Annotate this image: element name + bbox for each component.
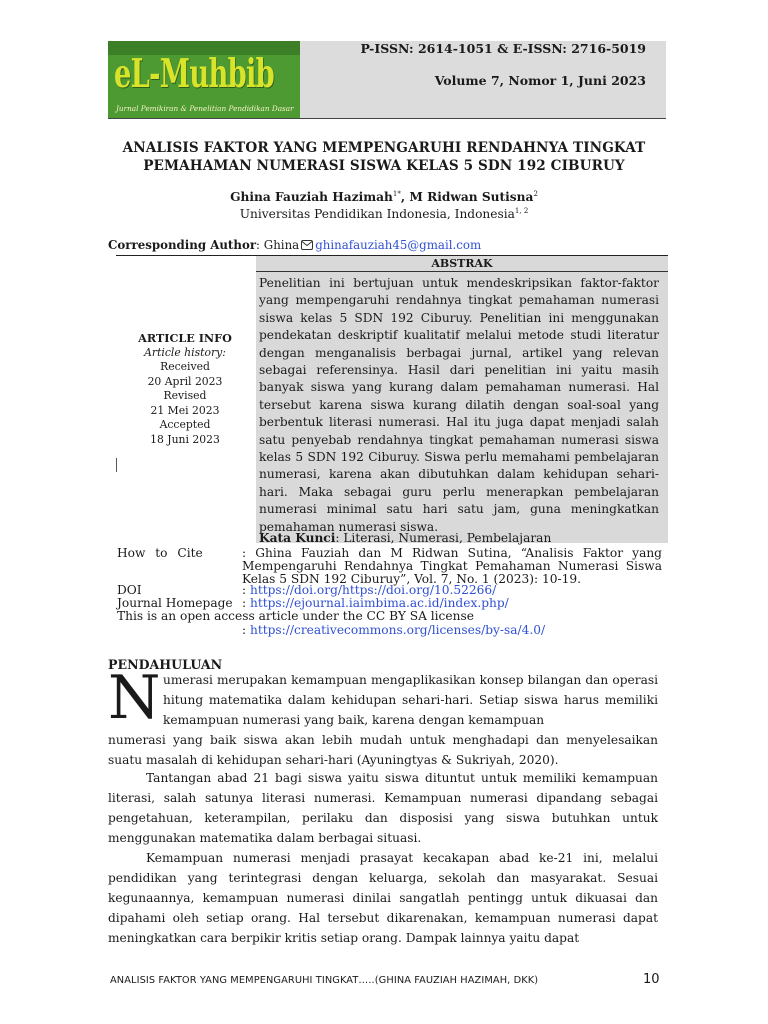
affiliation-name: Universitas Pendidikan Indonesia, Indonesia xyxy=(239,207,515,221)
abstract-heading-rule xyxy=(256,271,668,272)
email-icon xyxy=(301,240,313,250)
license xyxy=(242,624,545,637)
author-line xyxy=(100,190,668,204)
corresponding-author xyxy=(108,238,481,252)
doi-label: DOI xyxy=(117,583,142,597)
header-divider xyxy=(108,118,666,119)
article-history-label: Article history: xyxy=(144,345,226,359)
drop-cap: N xyxy=(108,663,161,733)
paragraph-2: Tantangan abad 21 bagi siswa yaitu siswa dituntut untuk memiliki kemampuan literasi, salah satunya literasi numerasi. Kemampuan numerasi dipandang sebagai pengetahuan, keterampilan, perilaku dan disposisi yang siswa butuhkan untuk menggunakan matematika dalam berbagai situasi. xyxy=(108,771,658,845)
running-footer: ANALISIS FAKTOR YANG MEMPENGARUHI TINGKAT…..(GHINA FAUZIAH HAZIMAH, DKK) xyxy=(110,975,539,986)
revised-label: Revised xyxy=(163,389,207,402)
open-access-statement: This is an open access article under the CC BY SA license xyxy=(117,609,474,623)
received-label: Received xyxy=(160,360,210,373)
author-2-affil: 2 xyxy=(533,190,538,198)
corresponding-name: : Ghina xyxy=(256,238,300,252)
article-title: ANALISIS FAKTOR YANG MEMPENGARUHI RENDAHNYA TINGKAT PEMAHAMAN NUMERASI SISWA KELAS 5 SDN 192 CIBURUY xyxy=(122,140,646,174)
homepage-prefix: : xyxy=(242,596,250,610)
article-info xyxy=(116,331,254,447)
license-link[interactable]: https://creativecommons.org/licenses/by-sa/4.0/ xyxy=(249,623,546,637)
accepted-label: Accepted xyxy=(159,418,211,431)
received-date: 20 April 2023 xyxy=(147,374,223,388)
logo-subtitle: Jurnal Pemikiran & Penelitian Pendidikan Dasar xyxy=(116,104,294,113)
abstract-heading: ABSTRAK xyxy=(431,257,493,270)
keywords-list: : Literasi, Numerasi, Pembelajaran xyxy=(335,531,552,545)
author-2: M Ridwan Sutisna xyxy=(409,190,534,204)
homepage-label: Journal Homepage xyxy=(117,596,233,610)
paragraph-1-lead: umerasi merupakan kemampuan mengaplikasikan konsep bilangan dan operasi hitung matematika dalam kehidupan sehari-hari. Setiap siswa harus memiliki kemampuan numerasi yang baik, karena dengan kemampuan xyxy=(163,673,658,727)
paragraph-3: Kemampuan numerasi menjadi prasayat kecakapan abad ke-21 ini, melalui pendidikan yang terintegrasi dengan keluarga, sekolah dan masyarakat. Sesuai kegunaannya, kemampuan numerasi dinilai sangatlah pentingg untuk dikuasai dan dipahami oleh setiap orang. Hal tersebut dikarenakan, kemampuan numerasi dapat meningkatkan cara berpikir kritis setiap orang. Dampak lainnya yaitu dapat xyxy=(108,851,658,945)
doi-link[interactable]: https://doi.org/https://doi.org/10.52266/ xyxy=(249,583,497,597)
affiliation-marks: 1, 2 xyxy=(514,207,529,215)
doi-prefix: : xyxy=(242,583,250,597)
logo-text: eL-Muhbib xyxy=(114,51,275,97)
keywords-label: Kata Kunci xyxy=(259,531,336,545)
author-1: Ghina Fauziah Hazimah xyxy=(230,190,393,204)
affiliation xyxy=(100,207,668,221)
author-1-affil: 1* xyxy=(392,190,401,198)
how-to-cite-label: How to Cite xyxy=(117,546,203,560)
author-separator: , xyxy=(400,190,410,204)
article-info-heading: ARTICLE INFO xyxy=(138,331,232,345)
page-number: 10 xyxy=(643,972,660,987)
accepted-date: 18 Juni 2023 xyxy=(150,432,220,446)
keywords xyxy=(259,531,659,545)
how-to-cite-text: : Ghina Fauziah dan M Ridwan Sutina, “Analisis Faktor yang Mempengaruhi Rendahnya Tingkat Pemahaman Numerasi Siswa Kelas 5 SDN 192 Ciburuy”, Vol. 7, No. 1 (2023): 10-19. xyxy=(242,546,662,586)
paragraph-1-rest: numerasi yang baik siswa akan lebih mudah untuk menghadapi dan menyelesaikan suatu masalah di kehidupan sehari-hari (Ayuningtyas & Sukriyah, 2020). xyxy=(108,733,658,767)
homepage-link[interactable]: https://ejournal.iaimbima.ac.id/index.php/ xyxy=(249,596,509,610)
corresponding-email-link[interactable]: ghinafauziah45@gmail.com xyxy=(315,238,482,252)
corresponding-label: Corresponding Author xyxy=(108,238,257,252)
license-prefix: : xyxy=(242,623,250,637)
section-heading: PENDAHULUAN xyxy=(108,657,223,672)
revised-date: 21 Mei 2023 xyxy=(150,403,220,417)
journal-logo xyxy=(108,41,300,118)
abstract-text: Penelitian ini bertujuan untuk mendeskripsikan faktor-faktor yang mempengaruhi rendahnya tingkat pemahaman numerasi siswa kelas 5 SDN 192 Ciburuy. Penelitian ini menggunakan pendekatan deskriptif kualitatif melalui metode studi literatur dengan menganalisis berbagai jurnal, artikel yang relevan sebagai referensinya. Hasil dari penelitian ini yaitu masih banyak siswa yang kurang dalam pemahaman numerasi. Hal tersebut karena siswa kurang dilatih dengan soal-soal yang berbentuk literasi numerasi. Hal itu juga dapat menjadi salah satu penyebab rendahnya tingkat pemahaman numerasi siswa kelas 5 SDN 192 Ciburuy. Siswa perlu memahami pembelajaran numerasi, karena akan dibutuhkan dalam kehidupan sehari-hari. Maka sebagai guru perlu menerapkan pembelajaran numerasi minimal satu hari satu jam, guna meningkatkan pemahaman numerasi siswa. xyxy=(259,276,659,534)
volume-line: Volume 7, Nomor 1, Juni 2023 xyxy=(434,73,646,88)
info-column-mark xyxy=(116,458,117,472)
issn-line: P-ISSN: 2614-1051 & E-ISSN: 2716-5019 xyxy=(360,41,646,56)
